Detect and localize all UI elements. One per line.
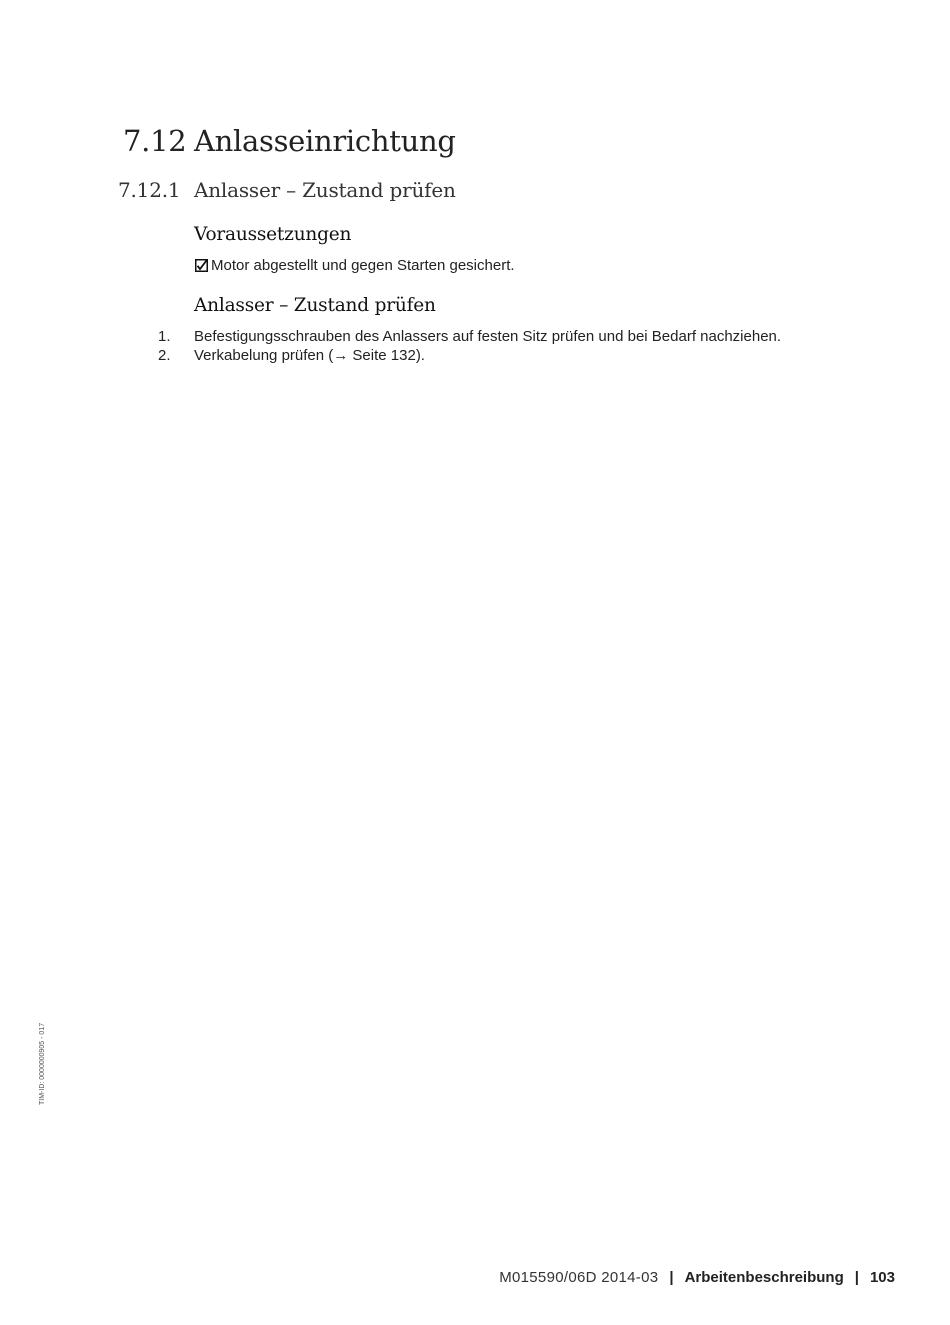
section-number: 7.12: [123, 124, 187, 158]
prerequisites-heading: Voraussetzungen: [194, 224, 352, 245]
footer-chapter: Arbeitenbeschreibung: [684, 1269, 844, 1286]
step-number: 2.: [158, 347, 171, 364]
section-heading: [123, 124, 456, 158]
footer-separator: |: [669, 1269, 674, 1286]
procedure-step: [0, 328, 950, 348]
procedure-heading: Anlasser – Zustand prüfen: [194, 295, 436, 316]
footer-doc-ref: M015590/06D 2014-03: [499, 1269, 659, 1286]
checkbox-checked-icon: [195, 259, 208, 272]
footer-separator: |: [854, 1269, 859, 1286]
section-title: Anlasseinrichtung: [194, 124, 456, 158]
step-text: Verkabelung prüfen (→ Seite 132).: [194, 347, 425, 364]
procedure-steps: [0, 328, 950, 368]
step-text: Befestigungsschrauben des Anlassers auf festen Sitz prüfen und bei Bedarf nachziehen.: [194, 328, 782, 345]
step-number: 1.: [158, 328, 171, 345]
page-footer: [499, 1269, 895, 1286]
footer-page-number: 103: [869, 1269, 895, 1286]
tim-id-label: TIM-ID: 0000000905 - 017: [39, 1022, 46, 1105]
procedure-step: [0, 347, 950, 367]
subsection-number: 7.12.1: [118, 178, 181, 202]
subsection-heading: [118, 178, 456, 202]
prerequisite-text: Motor abgestellt und gegen Starten gesichert.: [211, 257, 515, 274]
subsection-title: Anlasser – Zustand prüfen: [194, 178, 456, 202]
prerequisite-item: [195, 257, 515, 274]
